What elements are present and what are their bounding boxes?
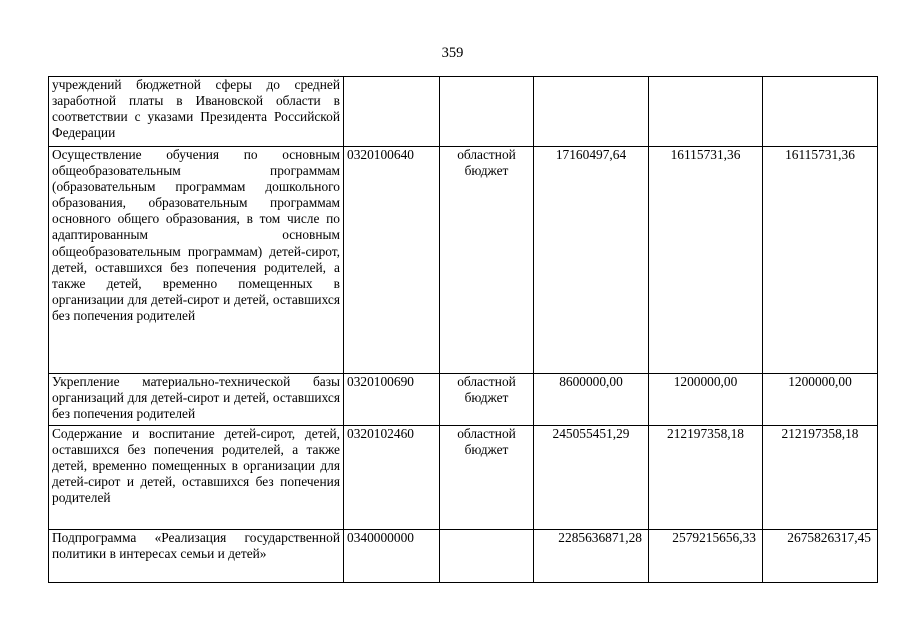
program-name-cell: Содержание и воспитание детей-сирот, детей, оставшихся без попечения родителей, а также детей, временно помещенных в организации для детей-сирот и детей, оставшихся без попечения родителей [49,426,344,530]
amount-year2-cell: 2579215656,33 [649,530,763,583]
amount-year1-cell: 2285636871,28 [534,530,649,583]
program-name-cell: Укрепление материально-технической базы организаций для детей-сирот и детей, оставшихся без попечения родителей [49,374,344,426]
amount-year1-cell [534,77,649,147]
amount-year1-cell: 8600000,00 [534,374,649,426]
page-number: 359 [441,45,464,61]
amount-year2-cell: 16115731,36 [649,147,763,374]
amount-year2-cell: 1200000,00 [649,374,763,426]
program-name-cell: Осуществление обучения по основным общеобразовательным программам (образовательным программам дошкольного образования, образовательным программам основного общего образования, в том числе по адаптированным основным общеобразовательным программам) детей-сирот, детей, оставшихся без попечения родителей, а также детей, временно помещенных в организации для детей-сирот и детей, оставшихся без попечения родителей [49,147,344,374]
target-code-cell: 0320100640 [344,147,440,374]
amount-year3-cell [763,77,878,147]
funding-source-cell: областной бюджет [440,147,534,374]
table-row [49,530,878,583]
amount-year2-cell: 212197358,18 [649,426,763,530]
table-row [49,374,878,426]
table-row [49,147,878,374]
program-name-cell: учреждений бюджетной сферы до средней заработной платы в Ивановской области в соответствии с указами Президента Российской Федерации [49,77,344,147]
amount-year2-cell [649,77,763,147]
amount-year1-cell: 17160497,64 [534,147,649,374]
funding-source-cell: областной бюджет [440,374,534,426]
target-code-cell: 0320102460 [344,426,440,530]
funding-source-cell [440,77,534,147]
funding-source-cell [440,530,534,583]
amount-year1-cell: 245055451,29 [534,426,649,530]
target-code-cell: 0320100690 [344,374,440,426]
table-row [49,426,878,530]
amount-year3-cell: 212197358,18 [763,426,878,530]
amount-year3-cell: 2675826317,45 [763,530,878,583]
program-name-cell: Подпрограмма «Реализация государственной политики в интересах семьи и детей» [49,530,344,583]
target-code-cell [344,77,440,147]
table-row [49,77,878,147]
budget-table [48,76,878,583]
funding-source-cell: областной бюджет [440,426,534,530]
amount-year3-cell: 16115731,36 [763,147,878,374]
target-code-cell: 0340000000 [344,530,440,583]
amount-year3-cell: 1200000,00 [763,374,878,426]
